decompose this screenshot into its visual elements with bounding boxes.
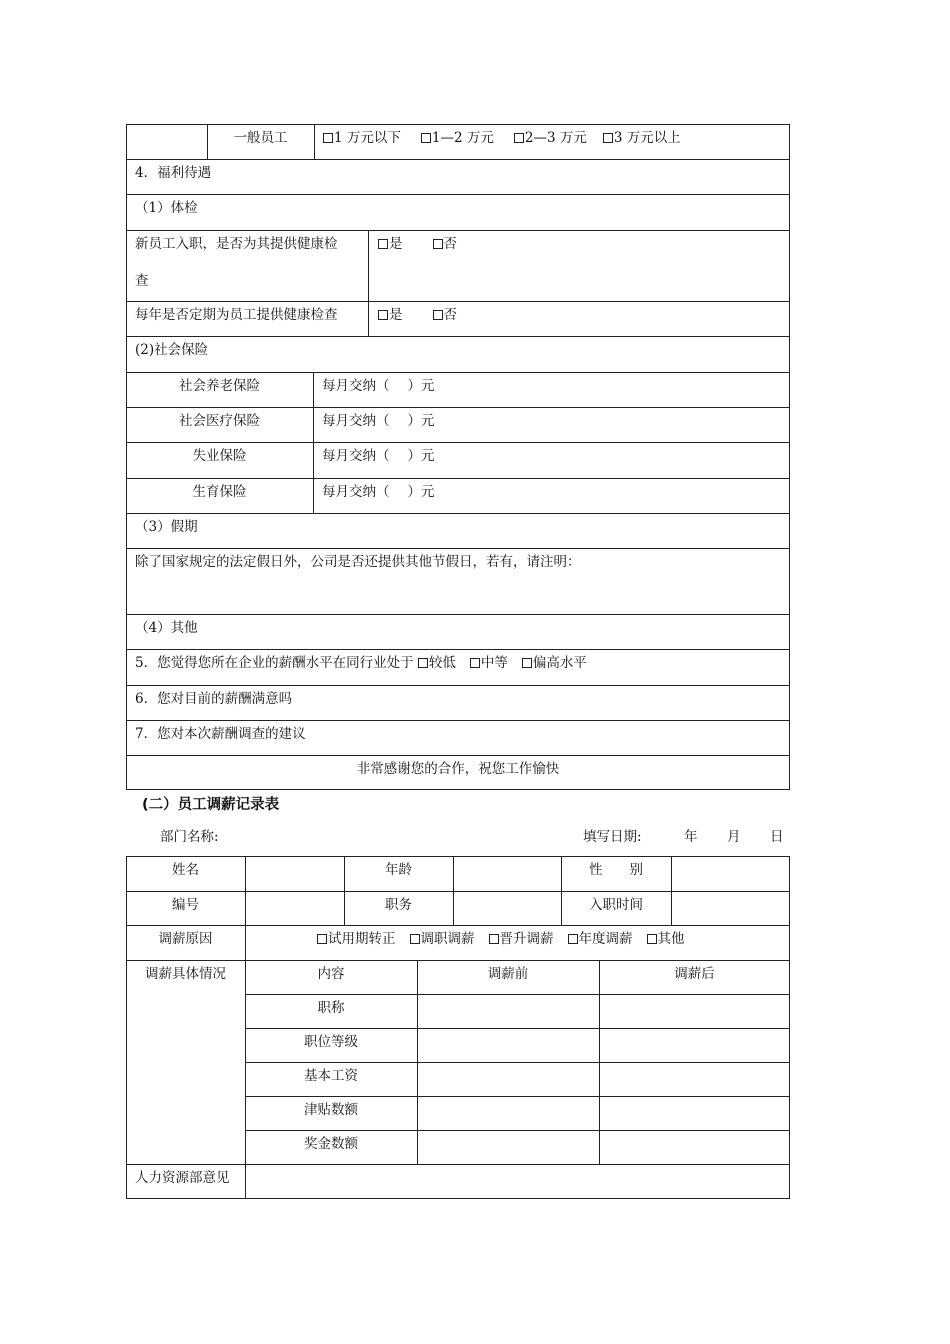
no-option[interactable]: 否 xyxy=(433,307,458,323)
checkbox-icon[interactable] xyxy=(410,934,420,944)
row-divider xyxy=(245,1028,790,1029)
checkbox-icon[interactable] xyxy=(378,310,388,320)
row-divider xyxy=(126,614,790,615)
checkbox-icon[interactable] xyxy=(421,133,431,143)
exam-yearly-options xyxy=(378,305,457,325)
detail-item-base-salary: 基本工资 xyxy=(304,1068,358,1084)
hr-opinion-value[interactable] xyxy=(246,1165,789,1198)
row-divider xyxy=(126,720,790,721)
detail-item-bonus: 奖金数额 xyxy=(304,1136,358,1152)
name-label: 姓名 xyxy=(172,862,199,878)
date-label: 填写日期: xyxy=(583,829,642,845)
insurance-name: 生育保险 xyxy=(192,484,247,500)
detail-label: 调薪具体情况 xyxy=(145,966,226,982)
record-title: (二）员工调薪记录表 xyxy=(142,797,280,813)
thanks-message: 非常感谢您的合作，祝您工作愉快 xyxy=(356,761,560,777)
year-label: 年 xyxy=(684,829,698,845)
col-divider xyxy=(368,230,369,336)
insurance-name: 社会养老保险 xyxy=(179,378,260,394)
q5-option-high[interactable]: 偏高水平 xyxy=(522,655,587,671)
q5-option-mid[interactable]: 中等 xyxy=(470,655,508,671)
reason-options xyxy=(317,929,685,949)
checkbox-icon[interactable] xyxy=(317,934,327,944)
insurance-payment: 每月交纳（ ）元 xyxy=(322,448,435,464)
exam-heading: （1）体检 xyxy=(135,200,198,216)
dept-label: 部门名称: xyxy=(160,829,219,845)
row-divider xyxy=(245,994,790,995)
row-divider xyxy=(245,1062,790,1063)
welfare-heading: 4．福利待遇 xyxy=(135,165,212,181)
row-divider xyxy=(126,230,790,231)
number-value[interactable] xyxy=(246,892,344,925)
row-divider xyxy=(126,548,790,549)
gender-value[interactable] xyxy=(672,857,789,891)
month-label: 月 xyxy=(727,829,741,845)
reason-transfer[interactable]: 调职调薪 xyxy=(410,931,475,947)
row-divider xyxy=(126,649,790,650)
exam-new-question-cont: 查 xyxy=(135,273,149,289)
checkbox-icon[interactable] xyxy=(568,934,578,944)
col-divider xyxy=(313,372,314,513)
exam-yearly-question: 每年是否定期为员工提供健康检查 xyxy=(135,307,338,323)
social-insurance-heading: (2)社会保险 xyxy=(135,342,209,358)
checkbox-icon[interactable] xyxy=(522,658,532,668)
reason-probation[interactable]: 试用期转正 xyxy=(317,931,396,947)
q5-option-low[interactable]: 较低 xyxy=(418,655,456,671)
q7-row: 7．您对本次薪酬调查的建议 xyxy=(135,726,306,742)
row-divider xyxy=(126,685,790,686)
number-label: 编号 xyxy=(172,897,199,913)
checkbox-icon[interactable] xyxy=(433,239,443,249)
row-divider xyxy=(245,1130,790,1131)
income-option-2[interactable]: 1—2 万元 xyxy=(421,130,494,146)
col-divider xyxy=(314,124,315,159)
row-divider xyxy=(245,1096,790,1097)
row-divider xyxy=(126,407,790,408)
row-divider xyxy=(126,513,790,514)
detail-item-title: 职称 xyxy=(317,1000,345,1016)
join-date-value[interactable] xyxy=(672,892,789,925)
detail-item-allowance: 津贴数额 xyxy=(304,1102,358,1118)
reason-label: 调薪原因 xyxy=(158,931,213,947)
income-option-3[interactable]: 2—3 万元 xyxy=(514,130,587,146)
checkbox-icon[interactable] xyxy=(433,310,443,320)
row-divider xyxy=(126,159,790,160)
age-label: 年龄 xyxy=(385,862,412,878)
insurance-name: 社会医疗保险 xyxy=(179,413,260,429)
row-divider xyxy=(126,336,790,337)
reason-other[interactable]: 其他 xyxy=(647,931,685,947)
general-staff-label: 一般员工 xyxy=(233,130,288,146)
insurance-name: 失业保险 xyxy=(192,448,247,464)
position-label: 职务 xyxy=(385,897,412,913)
insurance-payment: 每月交纳（ ）元 xyxy=(322,378,435,394)
holiday-question: 除了国家规定的法定假日外，公司是否还提供其他节假日，若有，请注明： xyxy=(135,554,581,570)
checkbox-icon[interactable] xyxy=(514,133,524,143)
row-divider xyxy=(126,478,790,479)
holiday-heading: （3）假期 xyxy=(135,519,198,535)
row-divider xyxy=(126,194,790,195)
insurance-payment: 每月交纳（ ）元 xyxy=(322,413,435,429)
row-divider xyxy=(126,755,790,756)
insurance-payment: 每月交纳（ ）元 xyxy=(322,484,435,500)
reason-promotion[interactable]: 晋升调薪 xyxy=(489,931,554,947)
q6-row: 6．您对目前的薪酬满意吗 xyxy=(135,691,293,707)
exam-new-question: 新员工入职，是否为其提供健康检 xyxy=(135,236,338,252)
hr-opinion-label: 人力资源部意见 xyxy=(135,1170,230,1186)
detail-header-content: 内容 xyxy=(317,966,345,982)
row-divider xyxy=(126,372,790,373)
checkbox-icon[interactable] xyxy=(378,239,388,249)
q5-row: 5．您觉得您所在企业的薪酬水平在同行业处于 较低 中等 偏高水平 xyxy=(135,655,587,671)
row-divider xyxy=(126,301,790,302)
row-divider xyxy=(126,960,790,961)
age-value[interactable] xyxy=(454,857,561,891)
checkbox-icon[interactable] xyxy=(418,658,428,668)
detail-item-grade: 职位等级 xyxy=(304,1034,358,1050)
income-option-1[interactable]: 1 万元以下 xyxy=(323,130,401,146)
income-option-4[interactable]: 3 万元以上 xyxy=(603,130,681,146)
reason-annual[interactable]: 年度调薪 xyxy=(568,931,633,947)
row-divider xyxy=(126,442,790,443)
yes-option[interactable]: 是 xyxy=(378,236,403,252)
detail-header-after: 调薪后 xyxy=(674,966,715,982)
income-options xyxy=(323,128,681,148)
checkbox-icon[interactable] xyxy=(470,658,480,668)
col-divider xyxy=(417,960,418,1164)
day-label: 日 xyxy=(770,829,784,845)
checkbox-icon[interactable] xyxy=(323,133,333,143)
no-option[interactable]: 否 xyxy=(433,236,458,252)
col-divider xyxy=(599,960,600,1164)
other-heading: （4）其他 xyxy=(135,620,198,636)
gender-label: 性 别 xyxy=(589,862,643,878)
join-date-label: 入职时间 xyxy=(589,897,643,913)
checkbox-icon[interactable] xyxy=(603,133,613,143)
checkbox-icon[interactable] xyxy=(489,934,499,944)
yes-option[interactable]: 是 xyxy=(378,307,403,323)
detail-header-before: 调薪前 xyxy=(487,966,529,982)
position-value[interactable] xyxy=(454,892,561,925)
name-value[interactable] xyxy=(246,857,344,891)
row-divider xyxy=(126,925,790,926)
checkbox-icon[interactable] xyxy=(647,934,657,944)
exam-new-options xyxy=(378,234,457,254)
